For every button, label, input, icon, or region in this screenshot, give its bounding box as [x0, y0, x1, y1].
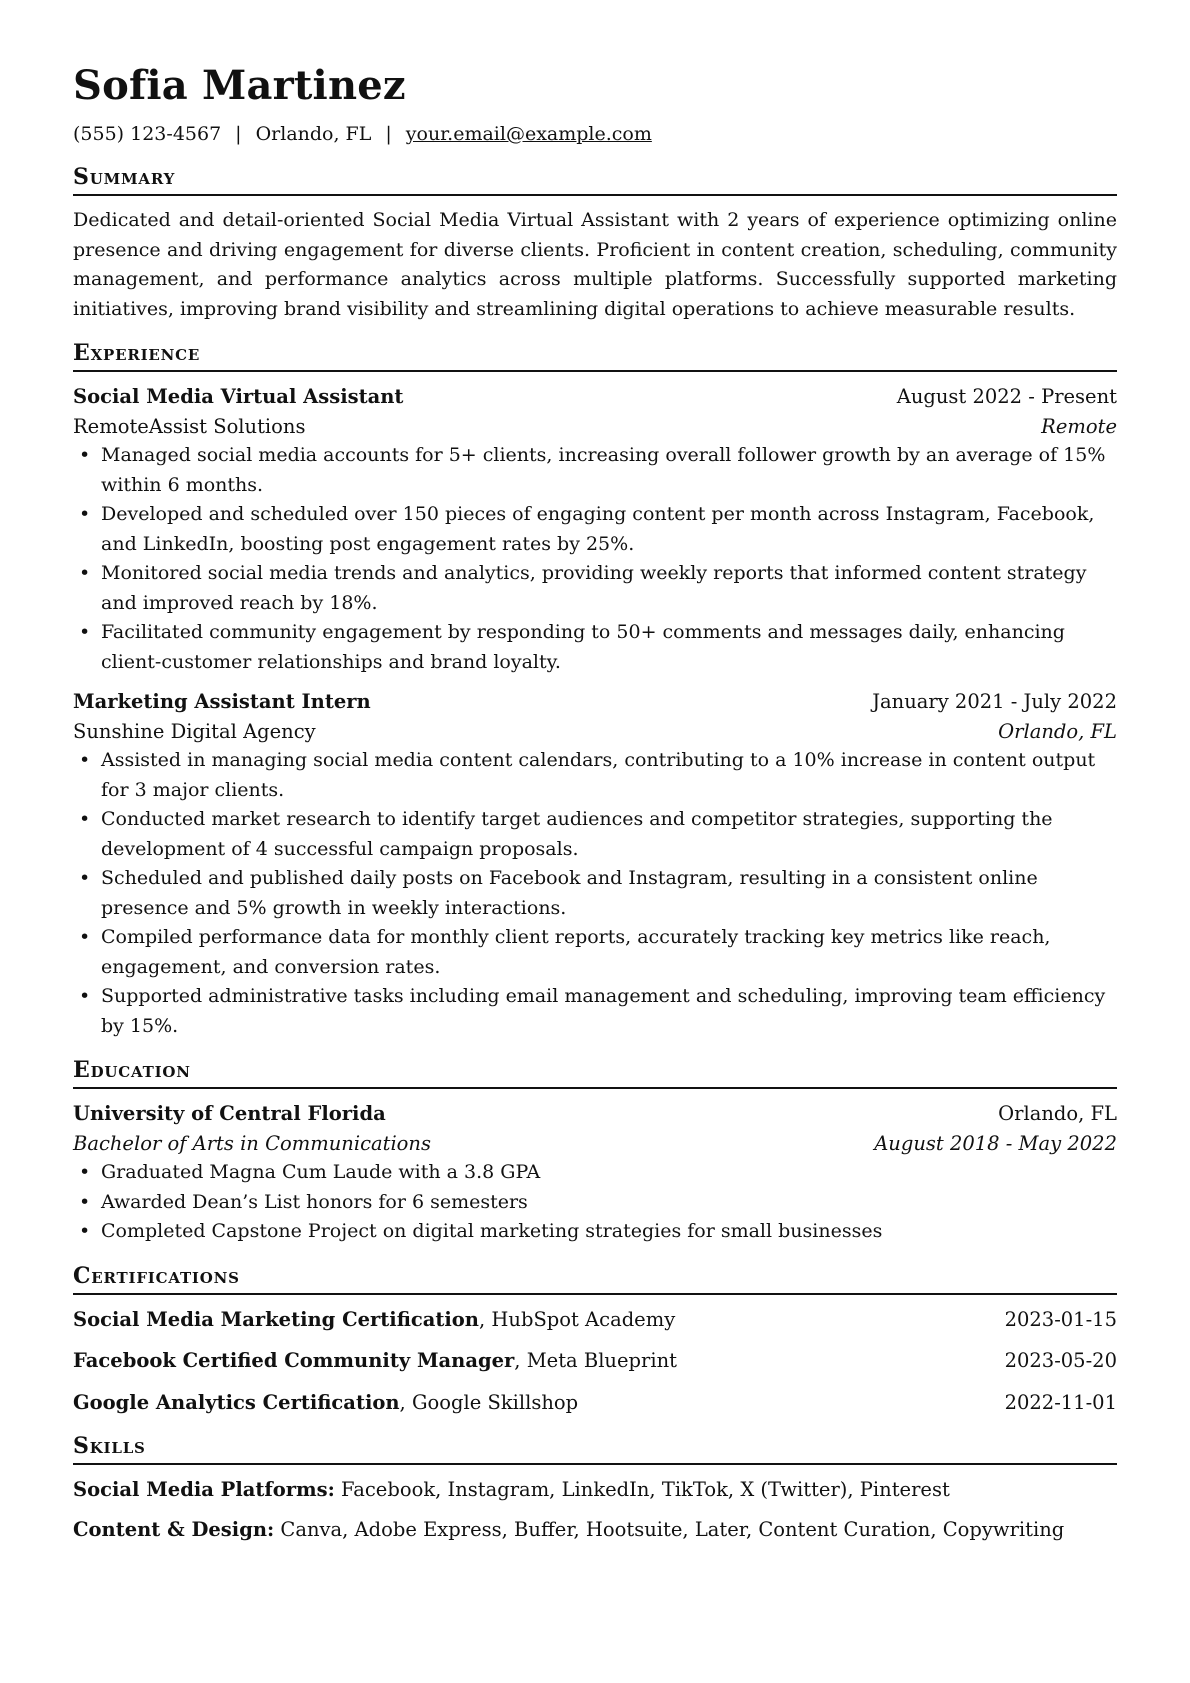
certification-row [73, 1388, 1117, 1418]
list-item: • Supported administrative tasks including email management and scheduling, improving team efficiency by 15%. [73, 982, 1117, 1041]
education-dates: August 2018 - May 2022 [874, 1131, 1117, 1155]
certification-name: Facebook Certified Community Manager [73, 1349, 515, 1372]
certification-date: 2022-11-01 [1004, 1390, 1117, 1414]
candidate-name: Sofia Martinez [73, 62, 406, 109]
job-company: RemoteAssist Solutions [73, 414, 306, 438]
list-item: • Monitored social media trends and analytics, providing weekly reports that informed content strategy and improved reach by 18%. [73, 559, 1117, 618]
section-title: Certifications [73, 1261, 1117, 1295]
bullet-icon: • [79, 985, 91, 1007]
job-dates: August 2022 - Present [896, 385, 1117, 408]
skill-label: Content & Design: [73, 1517, 275, 1541]
list-item: • Conducted market research to identify target audiences and competitor strategies, supporting the development of 4 successful campaign proposals. [73, 805, 1117, 864]
bullet-icon: • [79, 926, 91, 948]
certification-name: Social Media Marketing Certification [73, 1307, 479, 1331]
phone: (555) 123-4567 [73, 123, 222, 145]
school-location: Orlando, FL [998, 1102, 1117, 1125]
bullet-icon: • [79, 808, 91, 830]
summary-section [73, 162, 1117, 324]
job-company: Sunshine Digital Agency [73, 719, 316, 743]
section-title: Skills [73, 1431, 1117, 1465]
section-title: Education [73, 1055, 1117, 1089]
bullet-icon: • [79, 867, 91, 889]
bullet-icon: • [79, 1161, 91, 1183]
section-title: Summary [73, 162, 1117, 196]
list-item: • Developed and scheduled over 150 pieces of engaging content per month across Instagram, Facebook, and LinkedIn, boosting post engagement rates by 25%. [73, 500, 1117, 559]
bullet-icon: • [79, 444, 91, 466]
certification-row [73, 1346, 1117, 1376]
list-item: • Compiled performance data for monthly client reports, accurately tracking key metrics like reach, engagement, and conversion rates. [73, 923, 1117, 982]
email-link[interactable]: your.email@example.com [405, 123, 652, 145]
skill-label: Social Media Platforms: [73, 1478, 335, 1501]
degree: Bachelor of Arts in Communications [73, 1131, 431, 1155]
separator: | [235, 123, 242, 145]
list-item: • Facilitated community engagement by responding to 50+ comments and messages daily, enhancing client-customer relationships and brand loyalty. [73, 618, 1117, 677]
job-location: Remote [1041, 414, 1117, 438]
bullet-icon: • [79, 503, 91, 525]
education-bullets [73, 1158, 1117, 1247]
location: Orlando, FL [255, 123, 372, 145]
list-item: • Graduated Magna Cum Laude with a 3.8 GPA [73, 1158, 1117, 1188]
certification-name: Google Analytics Certification [73, 1390, 400, 1414]
bullet-icon: • [79, 1190, 91, 1213]
certification-date: 2023-01-15 [1004, 1307, 1117, 1331]
separator: | [385, 123, 392, 145]
school-name: University of Central Florida [73, 1102, 386, 1125]
job-dates: January 2021 - July 2022 [872, 690, 1117, 713]
list-item: • Assisted in managing social media content calendars, contributing to a 10% increase in content output for 3 major clients. [73, 746, 1117, 805]
experience-section [73, 338, 1117, 1041]
skill-value: Canva, Adobe Express, Buffer, Hootsuite, Later, Content Curation, Copywriting [274, 1517, 1065, 1541]
job-role: Social Media Virtual Assistant [73, 385, 404, 408]
certification-issuer: , Meta Blueprint [514, 1349, 677, 1372]
list-item: • Managed social media accounts for 5+ clients, increasing overall follower growth by an average of 15% within 6 months. [73, 441, 1117, 500]
job-bullets [73, 746, 1117, 1041]
bullet-icon: • [79, 621, 91, 643]
job-entry [73, 382, 1117, 677]
job-location: Orlando, FL [998, 719, 1117, 743]
certification-issuer: , Google Skillshop [399, 1390, 579, 1414]
job-role: Marketing Assistant Intern [73, 690, 371, 713]
section-title: Experience [73, 338, 1117, 372]
list-item: • Scheduled and published daily posts on Facebook and Instagram, resulting in a consistent online presence and 5% growth in weekly interactions. [73, 864, 1117, 923]
job-bullets [73, 441, 1117, 677]
education-section [73, 1055, 1117, 1247]
list-item: • Awarded Dean’s List honors for 6 semesters [73, 1188, 1117, 1218]
certification-issuer: , HubSpot Academy [479, 1307, 676, 1331]
skill-row [73, 1475, 1117, 1505]
job-entry [73, 687, 1117, 1041]
summary-text: Dedicated and detail-oriented Social Media Virtual Assistant with 2 years of experience optimizing online presence and driving engagement for diverse clients. Proficient in content creation, scheduling, community management, and performance analytics across multiple platforms. Successfully supported marketing initiatives, improving brand visibility and streamlining digital operations to achieve measurable results. [73, 209, 1117, 320]
skill-value: Facebook, Instagram, LinkedIn, TikTok, X (Twitter), Pinterest [334, 1478, 950, 1501]
list-item: • Completed Capstone Project on digital marketing strategies for small businesses [73, 1217, 1117, 1247]
certification-date: 2023-05-20 [1004, 1349, 1117, 1372]
contact-line [73, 120, 1117, 148]
certification-row [73, 1305, 1117, 1335]
bullet-icon: • [79, 1220, 91, 1242]
skill-row [73, 1515, 1117, 1545]
skills-section [73, 1431, 1117, 1544]
bullet-icon: • [79, 749, 91, 771]
certifications-section [73, 1261, 1117, 1418]
bullet-icon: • [79, 562, 91, 584]
